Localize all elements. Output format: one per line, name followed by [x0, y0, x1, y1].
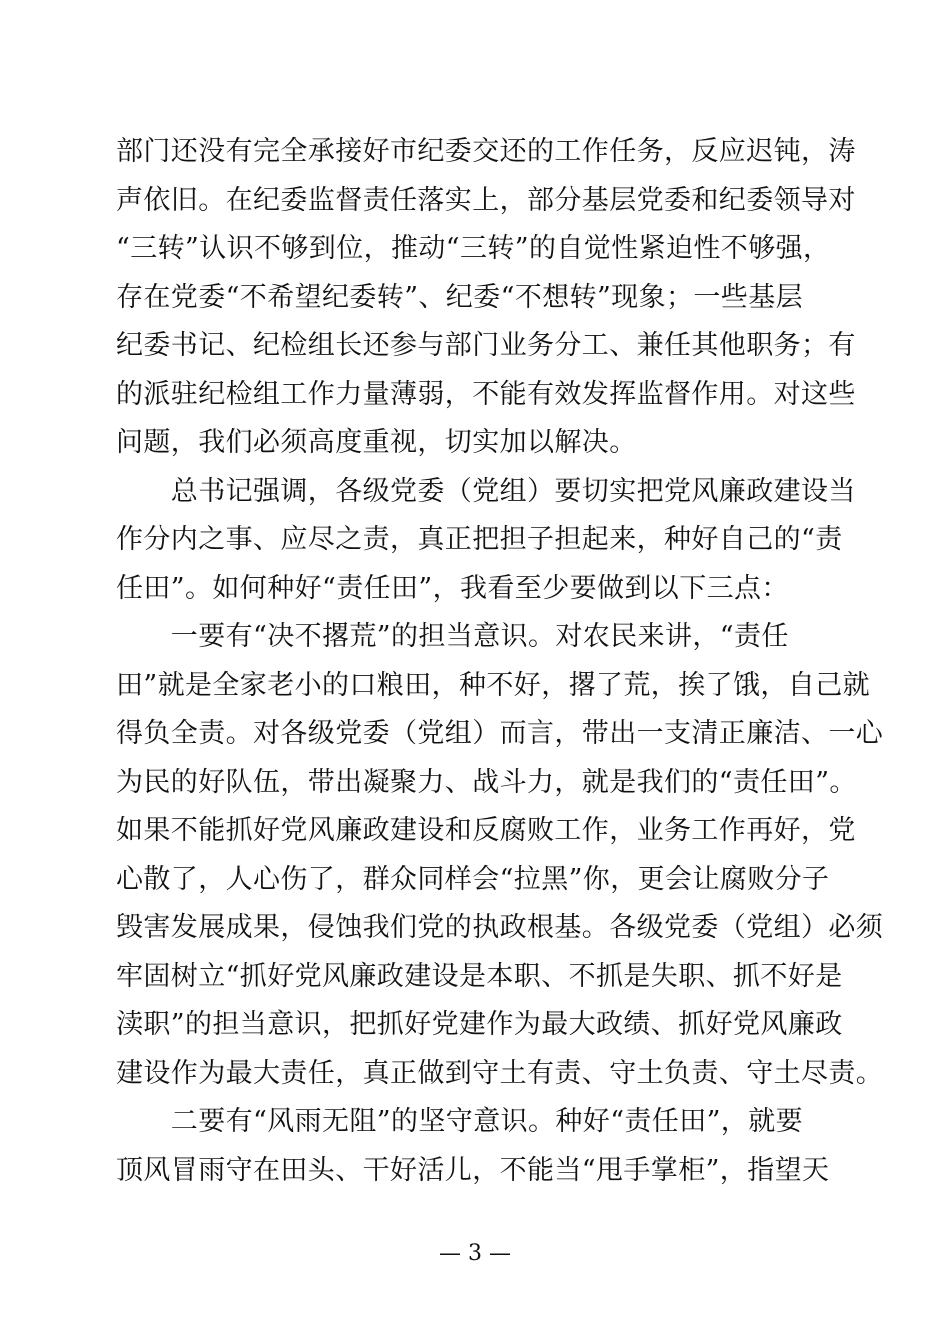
text-line: 牢固树立“抓好党风廉政建设是本职、不抓是失职、抓不好是 — [116, 960, 843, 992]
text-line: 任田”。如何种好“责任田”，我看至少要做到以下三点： — [116, 572, 789, 604]
text-line: 问题，我们必须高度重视，切实加以解决。 — [116, 427, 637, 458]
text-line: 毁害发展成果，侵蚀我们党的执政根基。各级党委（党组）必须 — [116, 912, 884, 943]
text-line: 总书记强调，各级党委（党组）要切实把党风廉政建设当 — [116, 475, 856, 507]
text-line: 心散了，人心伤了，群众同样会“拉黑”你，更会让腐败分子 — [116, 863, 830, 895]
text-line: 部门还没有完全承接好市纪委交还的工作任务，反应迟钝，涛 — [116, 136, 856, 167]
text-line: 作分内之事、应尽之责，真正把担子担起来，种好自己的“责 — [116, 524, 843, 555]
text-line: 的派驻纪检组工作力量薄弱，不能有效发挥监督作用。对这些 — [116, 378, 856, 410]
body-text — [116, 128, 884, 1195]
text-line: 得负全责。对各级党委（党组）而言，带出一支清正廉洁、一心 — [116, 718, 884, 749]
text-line: 田”就是全家老小的口粮田，种不好，撂了荒，挨了饿，自己就 — [116, 669, 871, 701]
text-line: 一要有“决不撂荒”的担当意识。对农民来讲，“责任 — [116, 621, 789, 652]
text-line: 为民的好队伍，带出凝聚力、战斗力，就是我们的“责任田”。 — [116, 766, 857, 798]
text-line: 建设作为最大责任，真正做到守土有责、守土负责、守土尽责。 — [116, 1057, 884, 1089]
text-line: 存在党委“不希望纪委转”、纪委“不想转”现象；一些基层 — [116, 281, 804, 313]
text-line: 纪委书记、纪检组长还参与部门业务分工、兼任其他职务；有 — [116, 330, 856, 361]
text-line: 如果不能抓好党风廉政建设和反腐败工作，业务工作再好，党 — [116, 815, 856, 846]
text-line: 顶风冒雨守在田头、干好活儿，不能当“甩手掌柜”，指望天 — [116, 1154, 830, 1186]
page-number: — 3 — — [439, 1241, 511, 1266]
text-line: 渎职”的担当意识，把抓好党建作为最大政绩、抓好党风廉政 — [116, 1009, 843, 1040]
text-line: 声依旧。在纪委监督责任落实上，部分基层党委和纪委领导对 — [116, 184, 856, 216]
text-line: 二要有“风雨无阻”的坚守意识。种好“责任田”，就要 — [116, 1106, 804, 1137]
text-line: “三转”认识不够到位，推动“三转”的自觉性紧迫性不够强， — [116, 233, 831, 264]
